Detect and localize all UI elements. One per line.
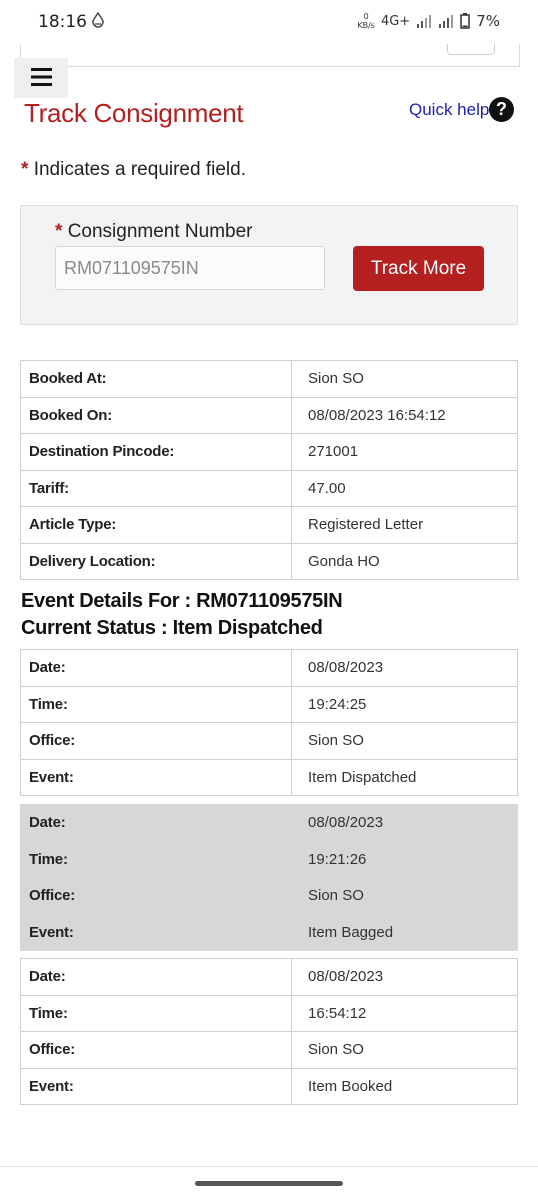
menu-button[interactable] — [14, 58, 68, 98]
track-more-button[interactable]: Track More — [353, 246, 484, 291]
nav-divider — [0, 1166, 538, 1167]
row-label: Time: — [21, 686, 292, 723]
table-row — [21, 723, 518, 760]
top-card-strip — [20, 44, 520, 67]
table-row — [21, 686, 518, 723]
current-status-heading: Current Status : Item Dispatched — [21, 617, 323, 639]
row-label: Delivery Location: — [21, 543, 292, 580]
row-value: Gonda HO — [292, 543, 518, 580]
row-label: Office: — [21, 1032, 292, 1069]
table-row — [21, 1032, 518, 1069]
row-label: Office: — [21, 723, 292, 760]
row-label: Time: — [21, 841, 292, 878]
table-row — [21, 397, 518, 434]
row-label: Date: — [21, 650, 292, 687]
event-details-heading: Event Details For : RM071109575IN — [21, 590, 343, 612]
required-star: * — [55, 221, 63, 242]
event-table — [20, 649, 518, 796]
consignment-number-input[interactable] — [55, 246, 325, 290]
help-icon[interactable]: ? — [489, 97, 514, 122]
row-label: Event: — [21, 914, 292, 951]
event-date: 08/08/2023 — [292, 805, 518, 842]
event-name: Item Dispatched — [292, 759, 518, 796]
required-note-text: Indicates a required field. — [33, 159, 246, 180]
quick-help-link[interactable]: Quick help — [409, 100, 490, 119]
row-label: Event: — [21, 1068, 292, 1105]
table-row — [21, 543, 518, 580]
battery-percent: 7% — [476, 12, 500, 30]
table-row — [21, 361, 518, 398]
table-row — [21, 507, 518, 544]
table-row — [21, 878, 518, 915]
event-office: Sion SO — [292, 723, 518, 760]
table-row — [21, 914, 518, 951]
table-row — [21, 995, 518, 1032]
row-value: 271001 — [292, 434, 518, 471]
event-date: 08/08/2023 — [292, 650, 518, 687]
row-label: Booked At: — [21, 361, 292, 398]
page-title: Track Consignment — [24, 98, 244, 128]
row-label: Tariff: — [21, 470, 292, 507]
event-date: 08/08/2023 — [292, 959, 518, 996]
table-row — [21, 841, 518, 878]
signal-icon-2 — [438, 14, 454, 28]
event-name: Item Bagged — [292, 914, 518, 951]
table-row — [21, 650, 518, 687]
table-row — [21, 434, 518, 471]
event-time: 19:21:26 — [292, 841, 518, 878]
event-time: 16:54:12 — [292, 995, 518, 1032]
row-label: Event: — [21, 759, 292, 796]
event-name: Item Booked — [292, 1068, 518, 1105]
row-value: Sion SO — [292, 361, 518, 398]
signal-icon — [416, 14, 432, 28]
status-bar — [0, 0, 538, 44]
row-label: Date: — [21, 959, 292, 996]
row-label: Article Type: — [21, 507, 292, 544]
network-type: 4G+ — [380, 13, 411, 29]
consignment-label: * Consignment Number — [55, 221, 253, 242]
row-label: Office: — [21, 878, 292, 915]
app-notification-icon — [90, 12, 106, 30]
table-row — [21, 470, 518, 507]
clock: 18:16 — [38, 12, 87, 32]
row-label: Date: — [21, 805, 292, 842]
row-value: Registered Letter — [292, 507, 518, 544]
booking-details-table — [20, 360, 518, 580]
row-value: 08/08/2023 16:54:12 — [292, 397, 518, 434]
row-label: Destination Pincode: — [21, 434, 292, 471]
event-table — [20, 804, 518, 951]
event-time: 19:24:25 — [292, 686, 518, 723]
hamburger-icon — [31, 68, 52, 86]
row-label: Time: — [21, 995, 292, 1032]
event-table — [20, 958, 518, 1105]
battery-icon — [460, 13, 470, 29]
top-strip-button[interactable] — [447, 44, 495, 55]
tracking-form — [20, 205, 518, 325]
table-row — [21, 959, 518, 996]
row-value: 47.00 — [292, 470, 518, 507]
event-office: Sion SO — [292, 878, 518, 915]
status-indicators — [357, 12, 500, 30]
event-office: Sion SO — [292, 1032, 518, 1069]
table-row — [21, 805, 518, 842]
network-speed: 0 KB/s — [357, 12, 375, 30]
row-label: Booked On: — [21, 397, 292, 434]
home-indicator[interactable] — [195, 1181, 343, 1186]
required-note — [21, 159, 246, 181]
table-row — [21, 759, 518, 796]
table-row — [21, 1068, 518, 1105]
required-star: * — [21, 159, 29, 180]
